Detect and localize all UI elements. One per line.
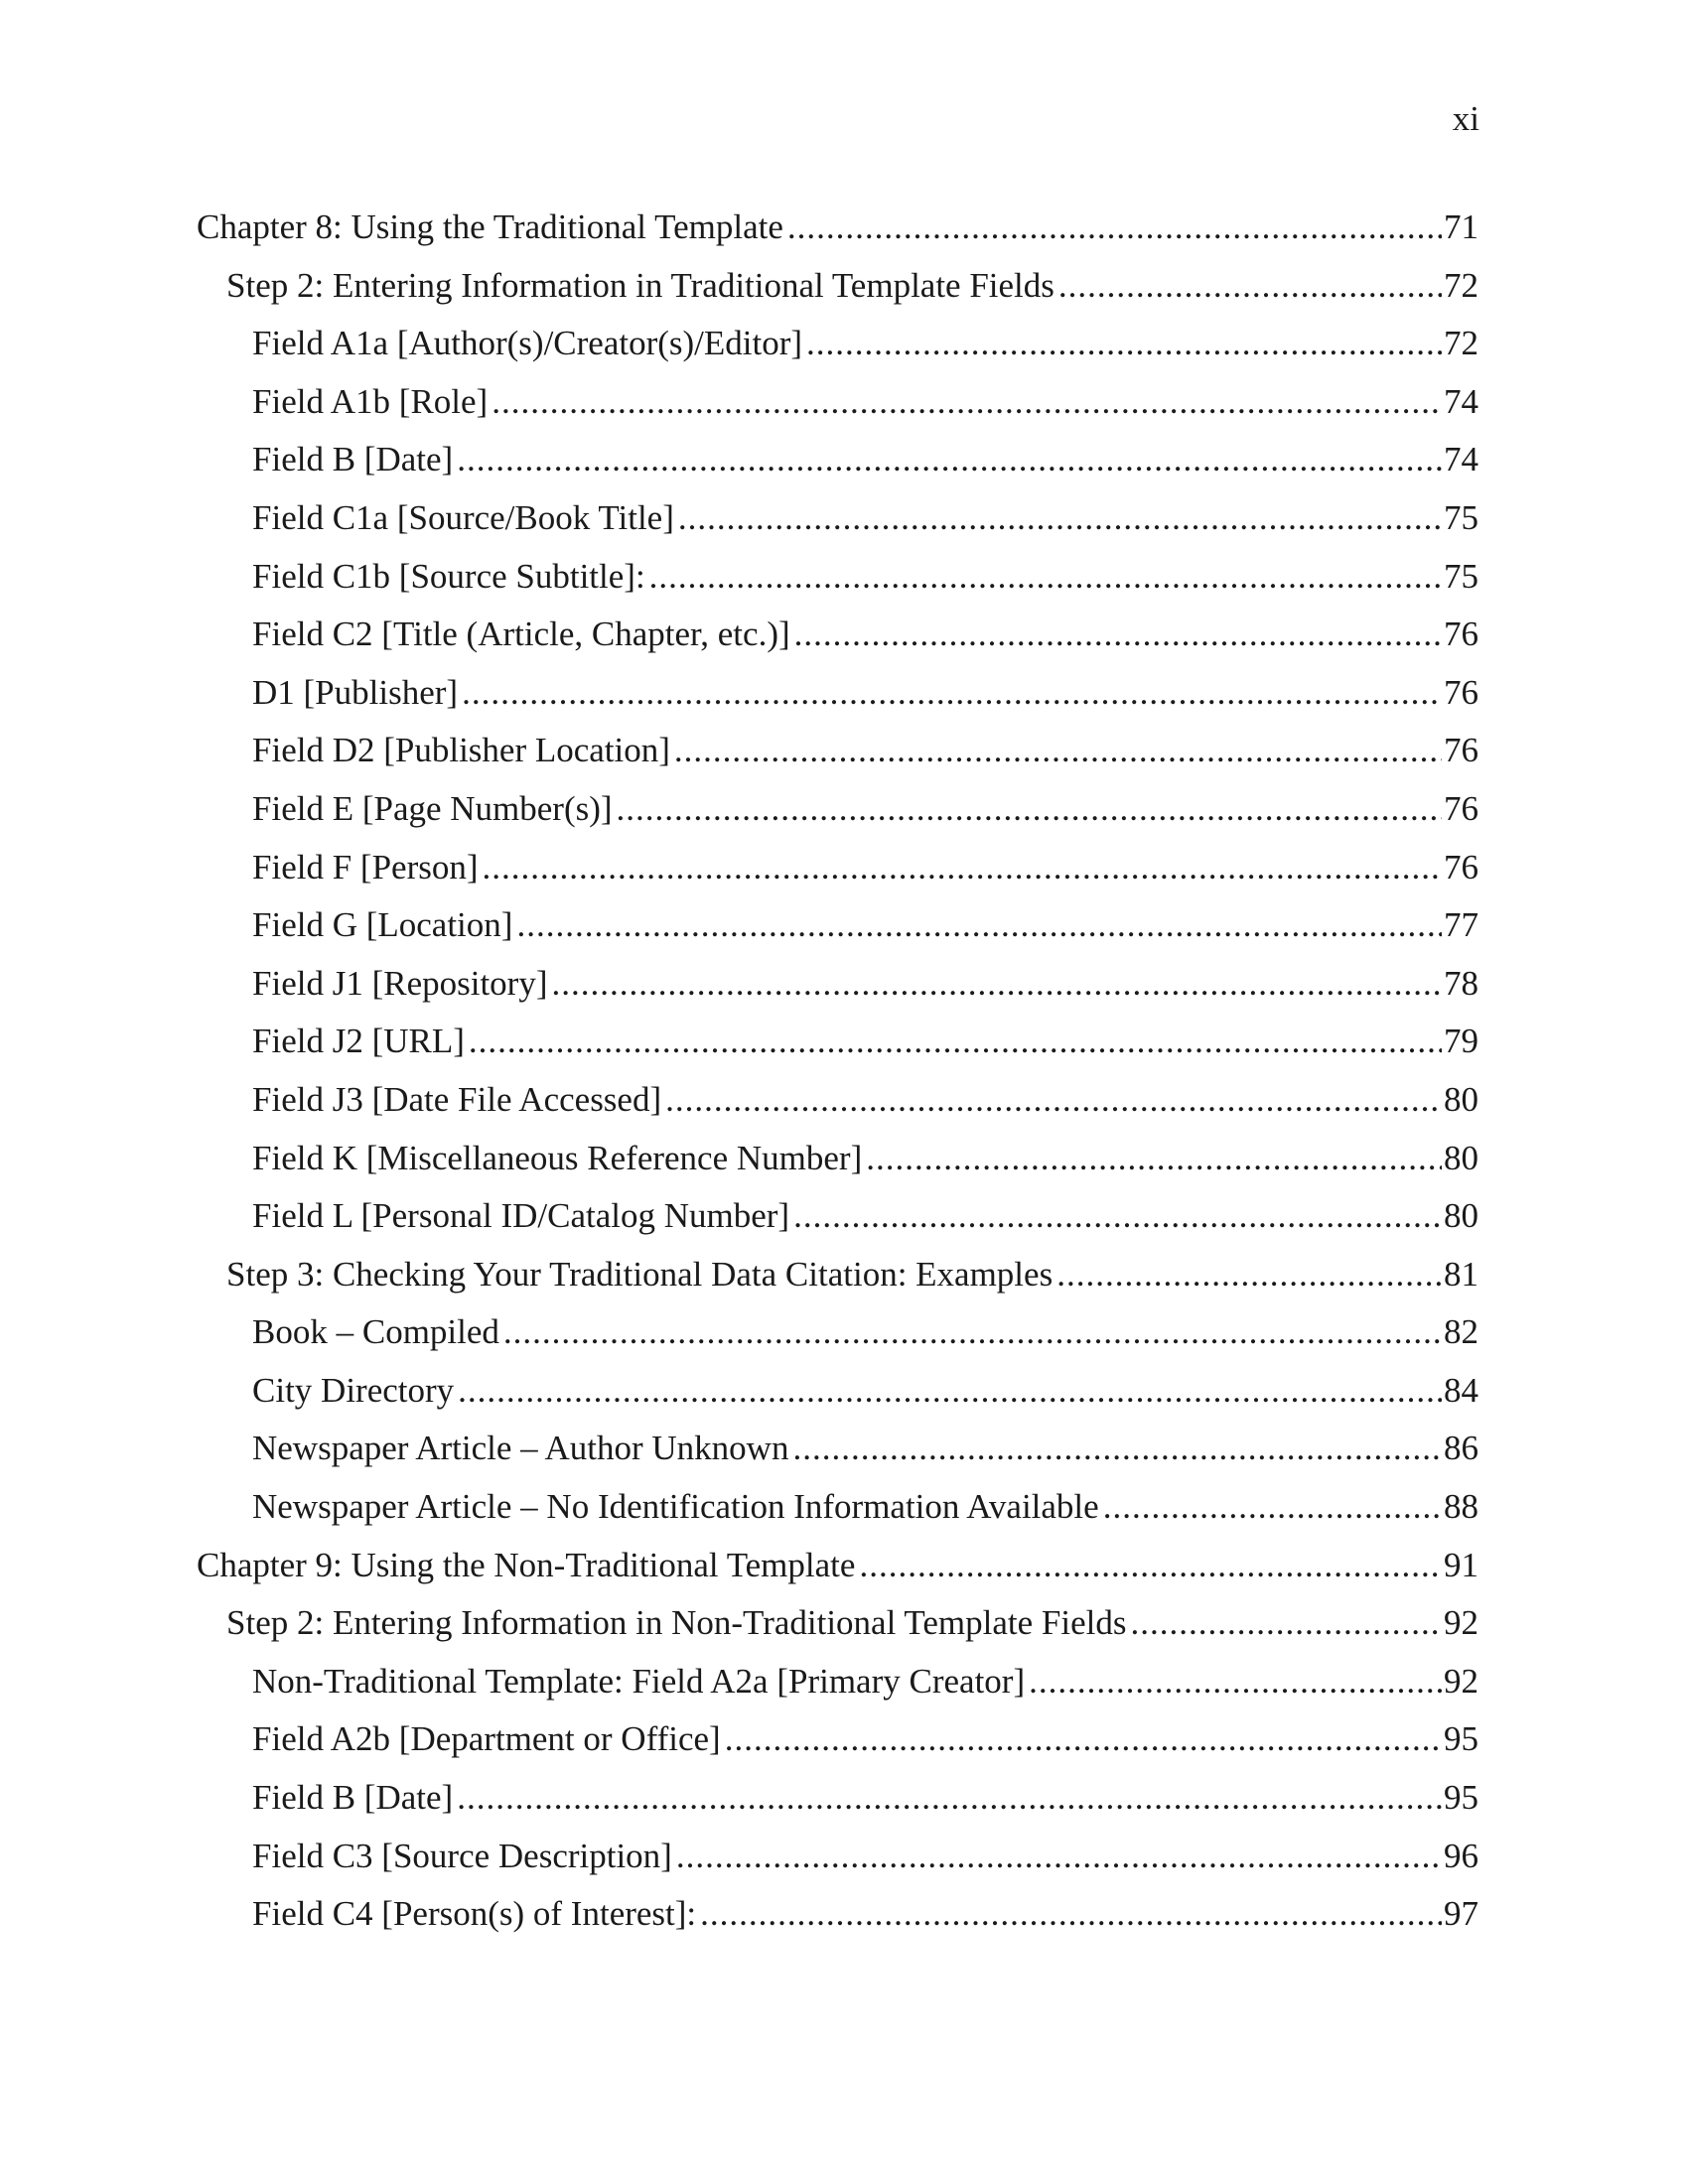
toc-entry-title: Field A1b [Role] xyxy=(252,381,489,421)
toc-dot-leader xyxy=(469,1013,1442,1071)
toc-dot-leader xyxy=(674,722,1442,780)
toc-entry-page-number: 79 xyxy=(1444,1022,1478,1061)
toc-field-entry xyxy=(197,1130,1478,1188)
toc-field-entry xyxy=(197,664,1478,723)
toc-entry-title: Field A1a [Author(s)/Creator(s)/Editor] xyxy=(252,324,803,363)
toc-dot-leader xyxy=(462,664,1442,723)
toc-entry-title: Field K [Miscellaneous Reference Number] xyxy=(252,1138,863,1177)
toc-step-entry xyxy=(197,257,1478,316)
toc-field-entry xyxy=(197,1769,1478,1828)
toc-entry-title: Step 3: Checking Your Traditional Data Citation: Examples xyxy=(226,1254,1054,1294)
toc-entry-title: Field D2 [Publisher Location] xyxy=(252,731,670,770)
toc-dot-leader xyxy=(793,1187,1442,1246)
toc-entry-title: Field C3 [Source Description] xyxy=(252,1836,672,1875)
toc-dot-leader xyxy=(458,1362,1442,1421)
toc-entry-page-number: 80 xyxy=(1444,1196,1478,1236)
toc-entry-title: Step 2: Entering Information in Non-Traditional Template Fields xyxy=(226,1603,1127,1643)
toc-dot-leader xyxy=(1056,1246,1442,1304)
toc-dot-leader xyxy=(551,955,1442,1014)
toc-entry-page-number: 81 xyxy=(1444,1254,1478,1294)
toc-dot-leader xyxy=(787,199,1442,257)
toc-entry-page-number: 95 xyxy=(1444,1719,1478,1759)
toc-entry-title: Field C1b [Source Subtitle]: xyxy=(252,556,645,596)
toc-entry-page-number: 92 xyxy=(1444,1603,1478,1643)
toc-entry-page-number: 74 xyxy=(1444,381,1478,421)
toc-entry-page-number: 76 xyxy=(1444,614,1478,654)
toc-field-entry xyxy=(197,315,1478,373)
toc-field-entry xyxy=(197,1478,1478,1537)
toc-dot-leader xyxy=(483,839,1443,897)
toc-field-entry xyxy=(197,431,1478,489)
toc-entry-title: Field G [Location] xyxy=(252,905,513,945)
toc-entry-title: Field J2 [URL] xyxy=(252,1022,465,1061)
toc-entry-page-number: 96 xyxy=(1444,1836,1478,1875)
toc-entry-page-number: 76 xyxy=(1444,847,1478,887)
toc-entry-title: Newspaper Article – No Identification Information Available xyxy=(252,1487,1099,1527)
toc-dot-leader xyxy=(1058,257,1442,316)
toc-field-entry xyxy=(197,839,1478,897)
toc-dot-leader xyxy=(676,1828,1442,1886)
toc-entry-page-number: 76 xyxy=(1444,672,1478,712)
toc-field-entry xyxy=(197,896,1478,955)
toc-entry-title: Field C4 [Person(s) of Interest]: xyxy=(252,1894,697,1934)
toc-entry-title: City Directory xyxy=(252,1370,455,1410)
toc-field-entry xyxy=(197,1710,1478,1769)
toc-entry-page-number: 72 xyxy=(1444,265,1478,305)
toc-entry-page-number: 86 xyxy=(1444,1429,1478,1468)
toc-entry-title: Non-Traditional Template: Field A2a [Primary Creator] xyxy=(252,1661,1026,1701)
toc-entry-title: Field E [Page Number(s)] xyxy=(252,788,613,828)
toc-dot-leader xyxy=(457,1769,1442,1828)
toc-dot-leader xyxy=(457,431,1442,489)
toc-dot-leader xyxy=(617,780,1442,839)
toc-field-entry xyxy=(197,489,1478,548)
toc-entry-page-number: 75 xyxy=(1444,497,1478,537)
toc-entry-page-number: 71 xyxy=(1444,207,1478,246)
toc-dot-leader xyxy=(866,1130,1442,1188)
toc-entry-page-number: 92 xyxy=(1444,1661,1478,1701)
toc-entry-page-number: 82 xyxy=(1444,1312,1478,1352)
toc-field-entry xyxy=(197,780,1478,839)
toc-entry-title: Field B [Date] xyxy=(252,1778,454,1818)
toc-field-entry xyxy=(197,1187,1478,1246)
toc-dot-leader xyxy=(1029,1653,1442,1711)
toc-entry-title: Step 2: Entering Information in Traditional Template Fields xyxy=(226,265,1055,305)
toc-entry-page-number: 95 xyxy=(1444,1778,1478,1818)
toc-chapter-entry xyxy=(197,199,1478,257)
toc-entry-page-number: 91 xyxy=(1444,1545,1478,1584)
toc-dot-leader xyxy=(492,373,1442,432)
toc-entry-page-number: 75 xyxy=(1444,556,1478,596)
toc-entry-title: Field F [Person] xyxy=(252,847,479,887)
toc-dot-leader xyxy=(1130,1594,1442,1653)
toc-dot-leader xyxy=(649,548,1442,607)
toc-dot-leader xyxy=(806,315,1442,373)
toc-chapter-entry xyxy=(197,1537,1478,1595)
toc-dot-leader xyxy=(503,1303,1442,1362)
toc-entry-page-number: 77 xyxy=(1444,905,1478,945)
toc-field-entry xyxy=(197,1653,1478,1711)
toc-entry-title: Field B [Date] xyxy=(252,440,454,479)
toc-field-entry xyxy=(197,955,1478,1014)
toc-dot-leader xyxy=(700,1885,1442,1944)
toc-dot-leader xyxy=(665,1071,1442,1130)
toc-field-entry xyxy=(197,1420,1478,1478)
toc-dot-leader xyxy=(859,1537,1442,1595)
toc-entry-page-number: 84 xyxy=(1444,1370,1478,1410)
toc-entry-page-number: 78 xyxy=(1444,963,1478,1003)
toc-entry-title: Field C2 [Title (Article, Chapter, etc.)] xyxy=(252,614,790,654)
toc-field-entry xyxy=(197,373,1478,432)
toc-step-entry xyxy=(197,1246,1478,1304)
table-of-contents xyxy=(197,199,1478,1944)
toc-field-entry xyxy=(197,1362,1478,1421)
toc-entry-title: Field L [Personal ID/Catalog Number] xyxy=(252,1196,790,1236)
toc-entry-page-number: 80 xyxy=(1444,1079,1478,1119)
toc-dot-leader xyxy=(725,1710,1442,1769)
toc-dot-leader xyxy=(792,1420,1442,1478)
toc-field-entry xyxy=(197,1013,1478,1071)
toc-entry-title: Field A2b [Department or Office] xyxy=(252,1719,721,1759)
toc-dot-leader xyxy=(794,606,1442,664)
toc-entry-page-number: 80 xyxy=(1444,1138,1478,1177)
toc-entry-title: Field J3 [Date File Accessed] xyxy=(252,1079,662,1119)
toc-entry-page-number: 88 xyxy=(1444,1487,1478,1527)
toc-field-entry xyxy=(197,606,1478,664)
toc-field-entry xyxy=(197,722,1478,780)
toc-entry-page-number: 76 xyxy=(1444,731,1478,770)
toc-dot-leader xyxy=(678,489,1442,548)
toc-entry-page-number: 74 xyxy=(1444,440,1478,479)
toc-entry-page-number: 72 xyxy=(1444,324,1478,363)
toc-dot-leader xyxy=(1103,1478,1442,1537)
toc-entry-title: Field J1 [Repository] xyxy=(252,963,548,1003)
toc-step-entry xyxy=(197,1594,1478,1653)
toc-entry-title: D1 [Publisher] xyxy=(252,672,459,712)
toc-field-entry xyxy=(197,1828,1478,1886)
toc-entry-page-number: 76 xyxy=(1444,788,1478,828)
toc-entry-title: Chapter 8: Using the Traditional Template xyxy=(197,207,783,246)
toc-field-entry xyxy=(197,1303,1478,1362)
page-number: xi xyxy=(1452,99,1479,138)
toc-entry-title: Book – Compiled xyxy=(252,1312,499,1352)
toc-entry-title: Chapter 9: Using the Non-Traditional Template xyxy=(197,1545,856,1584)
toc-entry-page-number: 97 xyxy=(1444,1894,1478,1934)
toc-dot-leader xyxy=(516,896,1442,955)
toc-field-entry xyxy=(197,1885,1478,1944)
toc-field-entry xyxy=(197,548,1478,607)
toc-field-entry xyxy=(197,1071,1478,1130)
toc-entry-title: Field C1a [Source/Book Title] xyxy=(252,497,674,537)
toc-entry-title: Newspaper Article – Author Unknown xyxy=(252,1429,789,1468)
